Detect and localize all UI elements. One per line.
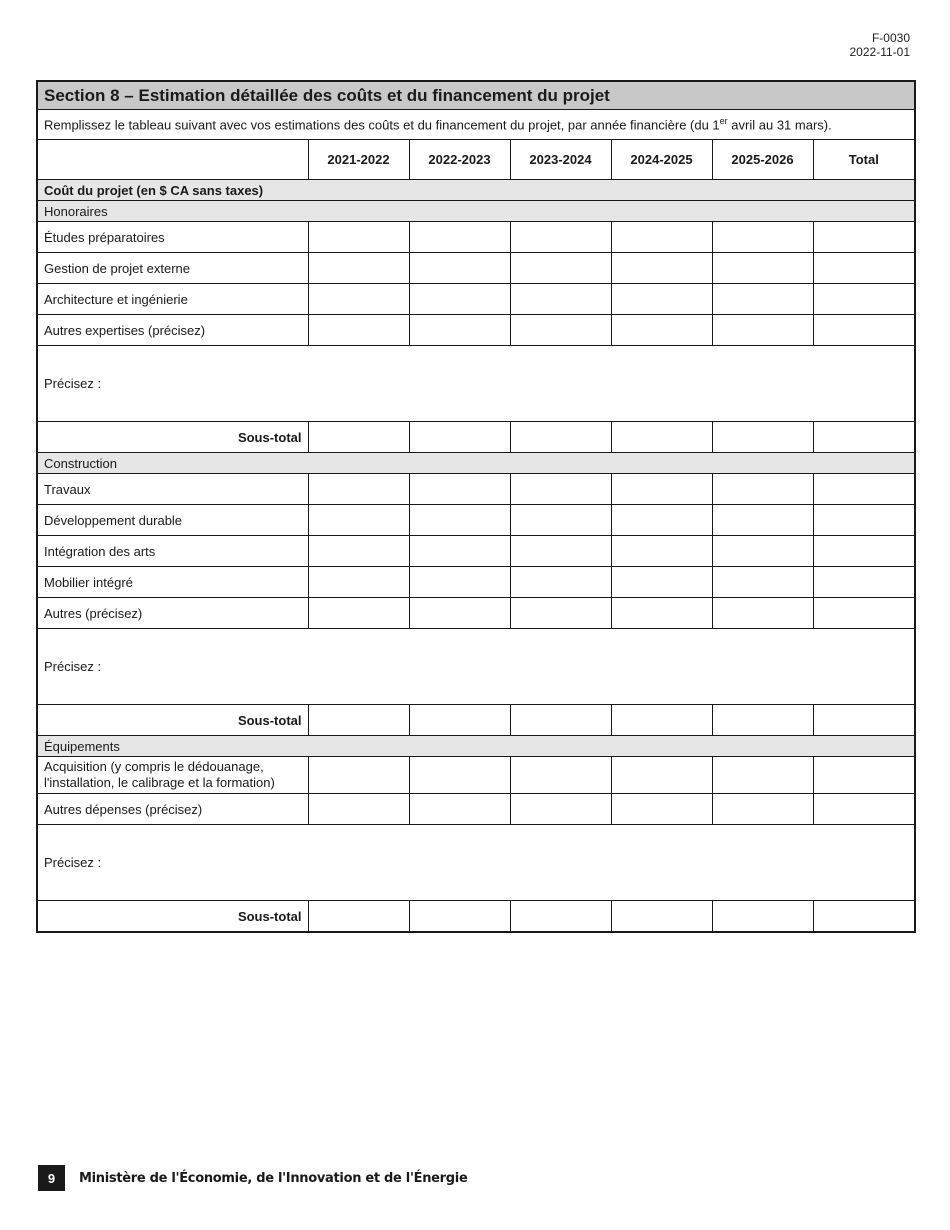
amount-cell[interactable] <box>611 536 712 567</box>
specify-label: Précisez : <box>44 376 102 391</box>
specify-row-honoraires <box>37 346 915 422</box>
amount-cell[interactable] <box>308 794 409 825</box>
subtotal-cell[interactable] <box>712 901 813 933</box>
amount-cell[interactable] <box>712 794 813 825</box>
amount-cell[interactable] <box>611 567 712 598</box>
subtotal-label: Sous-total <box>37 422 308 453</box>
category-equipements: Équipements <box>37 736 915 757</box>
table-row <box>37 536 915 567</box>
col-header-2023-2024: 2023-2024 <box>510 140 611 180</box>
amount-cell[interactable] <box>510 598 611 629</box>
subtotal-cell[interactable] <box>308 705 409 736</box>
total-cell[interactable] <box>813 284 915 315</box>
amount-cell[interactable] <box>611 474 712 505</box>
table-row <box>37 598 915 629</box>
amount-cell[interactable] <box>611 505 712 536</box>
instructions-superscript: er <box>719 116 728 127</box>
col-header-2021-2022: 2021-2022 <box>308 140 409 180</box>
subtotal-cell[interactable] <box>308 422 409 453</box>
specify-field-honoraires[interactable] <box>37 346 915 422</box>
table-row <box>37 567 915 598</box>
ministry-name: Ministère de l'Économie, de l'Innovation et de l'Énergie <box>79 1170 468 1186</box>
total-cell[interactable] <box>813 474 915 505</box>
total-cell[interactable] <box>813 505 915 536</box>
subtotal-cell[interactable] <box>611 422 712 453</box>
table-row <box>37 315 915 346</box>
amount-cell[interactable] <box>611 315 712 346</box>
row-label: Mobilier intégré <box>37 567 308 598</box>
amount-cell[interactable] <box>409 536 510 567</box>
amount-cell[interactable] <box>510 284 611 315</box>
amount-cell[interactable] <box>712 505 813 536</box>
column-header-row <box>37 140 915 180</box>
table-row <box>37 794 915 825</box>
amount-cell[interactable] <box>510 757 611 794</box>
amount-cell[interactable] <box>712 567 813 598</box>
total-cell[interactable] <box>813 253 915 284</box>
amount-cell[interactable] <box>308 315 409 346</box>
table-row <box>37 222 915 253</box>
total-cell[interactable] <box>813 794 915 825</box>
amount-cell[interactable] <box>409 598 510 629</box>
row-label: Intégration des arts <box>37 536 308 567</box>
amount-cell[interactable] <box>510 536 611 567</box>
total-cell[interactable] <box>813 222 915 253</box>
subtotal-total-cell[interactable] <box>813 705 915 736</box>
page-number: 9 <box>38 1165 65 1191</box>
amount-cell[interactable] <box>510 474 611 505</box>
amount-cell[interactable] <box>712 253 813 284</box>
amount-cell[interactable] <box>510 253 611 284</box>
row-label: Travaux <box>37 474 308 505</box>
specify-field-construction[interactable] <box>37 629 915 705</box>
amount-cell[interactable] <box>409 474 510 505</box>
amount-cell[interactable] <box>611 284 712 315</box>
amount-cell[interactable] <box>712 536 813 567</box>
amount-cell[interactable] <box>712 757 813 794</box>
amount-cell[interactable] <box>308 757 409 794</box>
amount-cell[interactable] <box>712 222 813 253</box>
amount-cell[interactable] <box>611 794 712 825</box>
subtotal-cell[interactable] <box>409 705 510 736</box>
specify-label: Précisez : <box>44 659 102 674</box>
section-instructions <box>37 110 915 140</box>
subtotal-row-equipements <box>37 901 915 933</box>
amount-cell[interactable] <box>308 598 409 629</box>
amount-cell[interactable] <box>712 474 813 505</box>
amount-cell[interactable] <box>308 536 409 567</box>
category-row-construction <box>37 453 915 474</box>
col-header-2025-2026: 2025-2026 <box>712 140 813 180</box>
specify-row-construction <box>37 629 915 705</box>
page-footer <box>38 1165 467 1191</box>
amount-cell[interactable] <box>712 284 813 315</box>
amount-cell[interactable] <box>308 505 409 536</box>
amount-cell[interactable] <box>308 567 409 598</box>
row-label: Autres dépenses (précisez) <box>37 794 308 825</box>
subtotal-row-construction <box>37 705 915 736</box>
subtotal-cell[interactable] <box>510 901 611 933</box>
subtotal-total-cell[interactable] <box>813 901 915 933</box>
amount-cell[interactable] <box>409 284 510 315</box>
total-cell[interactable] <box>813 567 915 598</box>
subtotal-total-cell[interactable] <box>813 422 915 453</box>
subtotal-label: Sous-total <box>37 705 308 736</box>
subtotal-cell[interactable] <box>510 705 611 736</box>
subtotal-cell[interactable] <box>409 422 510 453</box>
amount-cell[interactable] <box>510 794 611 825</box>
col-header-total: Total <box>813 140 915 180</box>
subtotal-row-honoraires <box>37 422 915 453</box>
amount-cell[interactable] <box>712 315 813 346</box>
amount-cell[interactable] <box>510 567 611 598</box>
amount-cell[interactable] <box>611 598 712 629</box>
amount-cell[interactable] <box>409 757 510 794</box>
row-label: Études préparatoires <box>37 222 308 253</box>
amount-cell[interactable] <box>409 505 510 536</box>
amount-cell[interactable] <box>409 315 510 346</box>
total-cell[interactable] <box>813 598 915 629</box>
instructions-text-1: Remplissez le tableau suivant avec vos estimations des coûts et du financement du projet, par année financière (du 1 <box>44 117 720 133</box>
amount-cell[interactable] <box>409 567 510 598</box>
subtotal-cell[interactable] <box>409 901 510 933</box>
form-meta <box>850 31 911 59</box>
total-cell[interactable] <box>813 315 915 346</box>
table-row <box>37 505 915 536</box>
table-row <box>37 284 915 315</box>
table-row <box>37 757 915 794</box>
cost-estimate-table <box>36 80 916 933</box>
amount-cell[interactable] <box>611 222 712 253</box>
subtotal-cell[interactable] <box>712 705 813 736</box>
table-row <box>37 474 915 505</box>
amount-cell[interactable] <box>308 474 409 505</box>
form-date: 2022-11-01 <box>849 45 910 59</box>
subtotal-cell[interactable] <box>308 901 409 933</box>
category-row-honoraires <box>37 201 915 222</box>
specify-row-equipements <box>37 825 915 901</box>
amount-cell[interactable] <box>611 757 712 794</box>
amount-cell[interactable] <box>308 284 409 315</box>
amount-cell[interactable] <box>409 794 510 825</box>
table-row <box>37 253 915 284</box>
amount-cell[interactable] <box>510 222 611 253</box>
subtotal-cell[interactable] <box>712 422 813 453</box>
row-label: Autres (précisez) <box>37 598 308 629</box>
amount-cell[interactable] <box>510 505 611 536</box>
row-label: Gestion de projet externe <box>37 253 308 284</box>
amount-cell[interactable] <box>308 222 409 253</box>
amount-cell[interactable] <box>611 253 712 284</box>
cost-heading-row <box>37 180 915 201</box>
total-cell[interactable] <box>813 536 915 567</box>
col-header-2022-2023: 2022-2023 <box>409 140 510 180</box>
amount-cell[interactable] <box>510 315 611 346</box>
subtotal-label: Sous-total <box>37 901 308 933</box>
category-row-equipements <box>37 736 915 757</box>
subtotal-cell[interactable] <box>611 901 712 933</box>
instructions-text-2: avril au 31 mars). <box>727 117 832 133</box>
form-code: F-0030 <box>871 31 910 45</box>
amount-cell[interactable] <box>409 253 510 284</box>
specify-field-equipements[interactable] <box>37 825 915 901</box>
amount-cell[interactable] <box>308 253 409 284</box>
subtotal-cell[interactable] <box>611 705 712 736</box>
category-honoraires: Honoraires <box>37 201 915 222</box>
cost-heading: Coût du projet (en $ CA sans taxes) <box>37 180 915 201</box>
row-label: Développement durable <box>37 505 308 536</box>
row-label: Acquisition (y compris le dédouanage, l'installation, le calibrage et la formation) <box>37 757 308 794</box>
category-construction: Construction <box>37 453 915 474</box>
amount-cell[interactable] <box>409 222 510 253</box>
specify-label: Précisez : <box>44 855 102 870</box>
subtotal-cell[interactable] <box>510 422 611 453</box>
row-label: Autres expertises (précisez) <box>37 315 308 346</box>
row-label: Architecture et ingénierie <box>37 284 308 315</box>
total-cell[interactable] <box>813 757 915 794</box>
amount-cell[interactable] <box>712 598 813 629</box>
section-title: Section 8 – Estimation détaillée des coûts et du financement du projet <box>37 81 915 110</box>
col-header-2024-2025: 2024-2025 <box>611 140 712 180</box>
header-blank <box>37 140 308 180</box>
